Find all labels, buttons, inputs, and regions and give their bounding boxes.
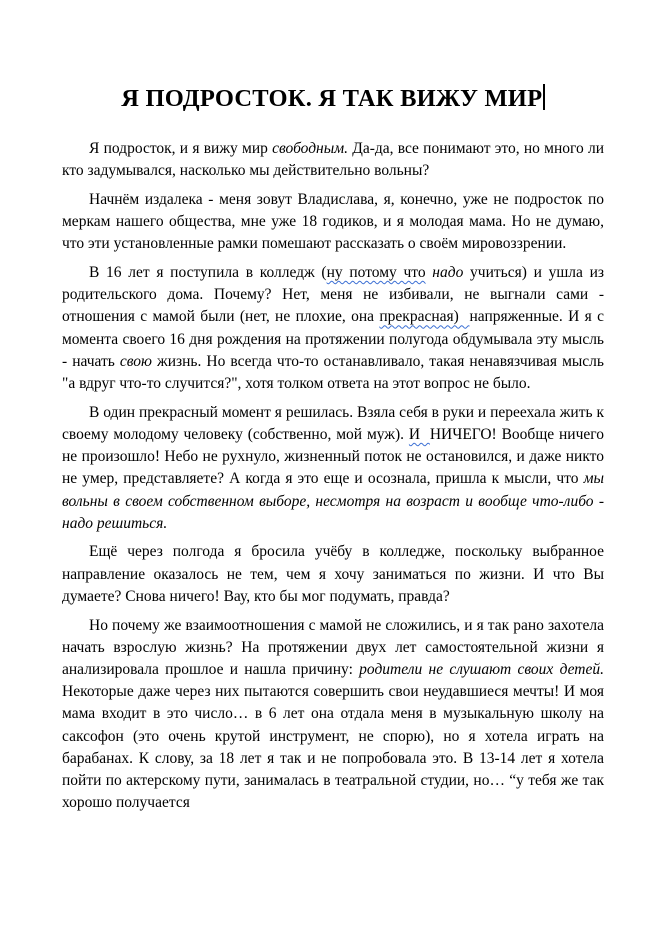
text-run-normal: жизнь. Но всегда что-то останавливало, такая ненавязчивая мысль "а вдруг что-то случится?", хотя толком ответа на этот вопрос не было. [62,352,604,393]
text-cursor-caret [543,84,545,110]
text-run-normal: учиться) и ушла из родительского дома. Почему? Нет, меня не избивали, не выгнали сами - отношения с мамой были (нет, не плохие, она [62,264,604,326]
text-run-spellcheck: ну потому что [326,264,426,282]
paragraph[interactable] [62,402,604,535]
text-run-normal: В один прекрасный момент я решилась. Взяла себя в руки и переехала жить к своему молодому человеку (собственно, мой муж). [62,403,604,443]
paragraph[interactable] [62,138,604,182]
text-run-normal: Я подросток, и я вижу мир [89,140,273,157]
paragraph[interactable] [62,541,604,608]
text-run-normal: Да-да, все понимают это, но много ли кто задумывался, насколько мы действительно вольны? [62,140,605,180]
text-run-normal: Ещё через полгода я бросила учёбу в колледже, поскольку выбранное направление оказалось не тем, чем я хочу заниматься по жизни. И что Вы думаете? Снова ничего! Вау, кто бы мог подумать, правда? [62,543,604,605]
text-run-italic: надо [432,264,464,282]
text-run-normal: Но почему же взаимоотношения с мамой не сложились, и я так рано захотела начать взрослую жизнь? На протяжении двух лет самостоятельной жизни я анализировала прошлое и нашла причину: [62,616,604,678]
text-run-spellcheck: прекрасная) [379,308,470,326]
paragraph[interactable] [62,189,604,256]
document-title[interactable] [62,84,604,114]
document-body [62,138,604,814]
text-run-normal: Некоторые даже через них пытаются совершить свои неудавшиеся мечты! И моя мама входит в это число… в 6 лет она отдала меня в музыкальную школу на саксофон (это очень крутой инструмент, не спорю), но я хотела играть на барабанах. К слову, за 18 лет я так и не попробовала это. В 13-14 лет я хотела пойти по актерскому пути, занималась в театральной студии, но… “у тебя же так хорошо получается [62,683,604,812]
text-run-normal: В 16 лет я поступила в колледж ( [89,264,327,282]
text-run-italic: мы вольны в своем собственном выборе, несмотря на возраст и вообще что-либо - надо решиться. [62,470,604,532]
text-run-normal: НИЧЕГО! Вообще ничего не произошло! Небо не рухнуло, жизненный поток не остановился, и даже никто не умер, представляете? А когда я это еще и осознала, пришла к мысли, что [62,425,604,488]
text-run-italic: свою [119,352,152,370]
text-run-italic: родители не слушают своих детей. [359,660,604,678]
text-run-spellcheck: И [408,425,430,443]
text-run-normal: Начнём издалека - меня зовут Владислава, я, конечно, уже не подросток по меркам нашего общества, мне уже 18 годиков, и я молодая мама. Но не думаю, что эти установленные рамки помешают рассказать о своём мировоззрении. [62,190,604,253]
paragraph[interactable] [62,615,604,815]
paragraph[interactable] [62,262,604,395]
text-run-normal: напряженные. И я с момента своего 16 дня рождения на протяжении полугода обдумывала эту мысль - начать [62,308,604,370]
document-title-text: Я ПОДРОСТОК. Я ТАК ВИЖУ МИР [121,85,543,112]
text-run-italic: свободным. [272,140,349,157]
